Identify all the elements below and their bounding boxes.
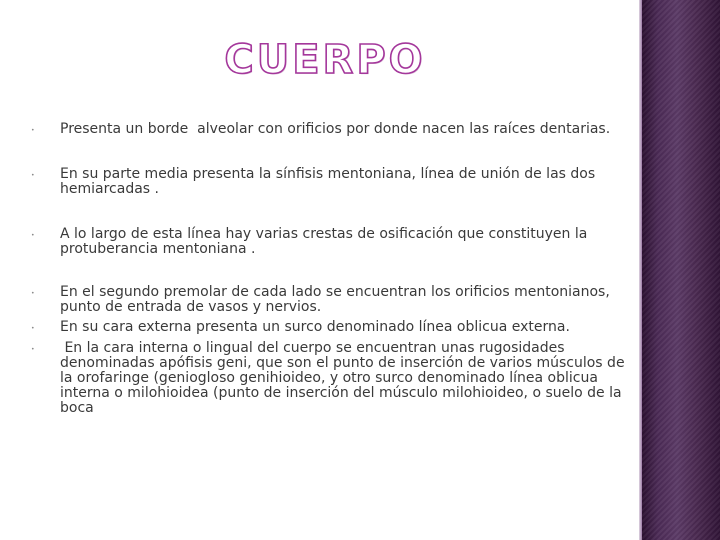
bullet-text: A lo largo de esta línea hay varias crestas de osificación que constituyen la protuberancia mentoniana . (60, 226, 592, 257)
bullet-item (28, 227, 638, 257)
bullet-text: En su cara externa presenta un surco denominado línea oblicua externa. (60, 319, 570, 335)
bullet-item (28, 285, 638, 315)
bullet-text: En la cara interna o lingual del cuerpo se encuentran unas rugosidades denominadas apófisis geni, que son el punto de inserción de varios músculos de la orofaringe (geniogloso genihioideo, y otro surco denominado línea oblicua interna o milohioidea (punto de inserción del músculo milohioideo, o suelo de la boca (60, 340, 630, 416)
decorative-sidebar (642, 0, 720, 540)
bullet-marker: • (31, 232, 35, 239)
bullet-text: Presenta un borde alveolar con orificios por donde nacen las raíces dentarias. (60, 121, 611, 137)
bullet-list (28, 0, 638, 540)
bullet-text: En el segundo premolar de cada lado se encuentran los orificios mentonianos, punto de entrada de vasos y nervios. (60, 284, 615, 315)
bullet-marker: • (31, 325, 35, 332)
bullet-marker: • (31, 172, 35, 179)
bullet-item (28, 122, 638, 137)
bullet-marker: • (31, 127, 35, 134)
slide-title: CUERPO (224, 37, 426, 83)
bullet-item (28, 167, 638, 197)
bullet-marker: • (31, 346, 35, 353)
bullet-item (28, 341, 638, 416)
bullet-item (28, 320, 638, 335)
bullet-text: En su parte media presenta la sínfisis mentoniana, línea de unión de las dos hemiarcadas . (60, 166, 600, 197)
bullet-marker: • (31, 290, 35, 297)
